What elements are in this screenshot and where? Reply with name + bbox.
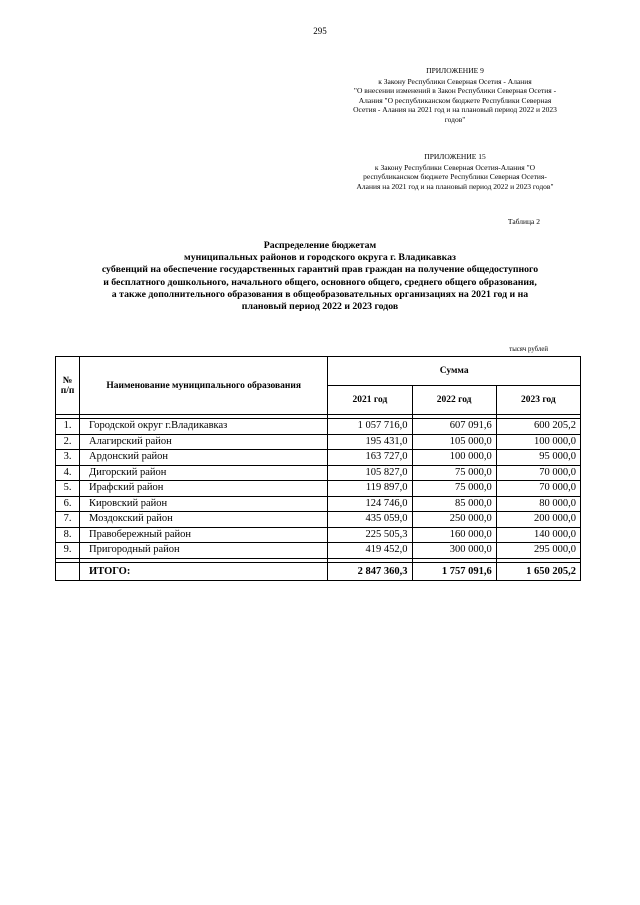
appendix-9-heading: ПРИЛОЖЕНИЕ 9 (426, 66, 484, 75)
row-number: 8. (56, 527, 80, 543)
total-2023: 1 650 205,2 (496, 562, 580, 580)
municipality-name: Пригородный район (80, 543, 328, 559)
value-2022: 300 000,0 (412, 543, 496, 559)
value-2023: 70 000,0 (496, 465, 580, 481)
value-2021: 119 897,0 (328, 481, 412, 497)
municipality-name: Ардонский район (80, 450, 328, 466)
value-2021: 419 452,0 (328, 543, 412, 559)
table-label: Таблица 2 (507, 217, 540, 226)
value-2023: 295 000,0 (496, 543, 580, 559)
title-line: а также дополнительного образования в общеобразовательных организациях на 2021 год и на (111, 288, 529, 300)
value-2021: 1 057 716,0 (328, 419, 412, 435)
row-number: 6. (56, 496, 80, 512)
value-2023: 95 000,0 (496, 450, 580, 466)
table-row (56, 496, 581, 512)
row-number: 9. (56, 543, 80, 559)
municipality-name: Правобережный район (80, 527, 328, 543)
col-header-sum: Сумма (328, 357, 581, 386)
value-2021: 435 059,0 (328, 512, 412, 528)
appendix-9-line: "О внесении изменений в Закон Республики Северная Осетия - (353, 86, 557, 96)
table-row (56, 450, 581, 466)
title-line: субвенций на обеспечение государственных гарантий прав граждан на получение общедоступного (101, 264, 539, 276)
municipality-name: Дигорский район (80, 465, 328, 481)
municipality-name: Моздокский район (80, 512, 328, 528)
document-title (60, 240, 580, 313)
appendix-9-block (320, 66, 590, 125)
table-row (56, 465, 581, 481)
value-2021: 225 505,3 (328, 527, 412, 543)
value-2022: 100 000,0 (412, 450, 496, 466)
table-row (56, 543, 581, 559)
col-header-name: Наименование муниципального образования (80, 357, 328, 415)
page-number: 295 (313, 26, 327, 36)
appendix-15-line: Алания на 2021 год и на плановый период 2022 и 2023 годов" (356, 181, 554, 191)
title-line: плановый период 2022 и 2023 годов (241, 301, 399, 313)
total-label: ИТОГО: (80, 562, 328, 580)
appendix-15-block (320, 152, 590, 191)
units-label: тысяч рублей (509, 346, 548, 353)
col-header-year: 2022 год (412, 386, 496, 415)
title-line: Распределение бюджетам (263, 240, 377, 251)
value-2023: 80 000,0 (496, 496, 580, 512)
table-row (56, 434, 581, 450)
appendix-9-line: к Закону Республики Северная Осетия - Алания (378, 76, 532, 86)
municipality-name: Кировский район (80, 496, 328, 512)
value-2023: 140 000,0 (496, 527, 580, 543)
value-2022: 75 000,0 (412, 481, 496, 497)
row-number: 1. (56, 419, 80, 435)
table-row (56, 512, 581, 528)
row-number: 2. (56, 434, 80, 450)
appendix-9-line: Осетия - Алания на 2021 год и на плановый период 2022 и 2023 (353, 105, 557, 115)
appendix-9-line: годов" (444, 114, 466, 124)
title-line: муниципальных районов и городского округа г. Владикавказ (184, 252, 456, 264)
row-number: 7. (56, 512, 80, 528)
value-2021: 195 431,0 (328, 434, 412, 450)
municipality-name: Городской округ г.Владикавказ (80, 419, 328, 435)
value-2022: 85 000,0 (412, 496, 496, 512)
value-2023: 100 000,0 (496, 434, 580, 450)
table-row (56, 481, 581, 497)
value-2022: 607 091,6 (412, 419, 496, 435)
value-2022: 105 000,0 (412, 434, 496, 450)
total-number-cell (56, 562, 80, 580)
value-2023: 600 205,2 (496, 419, 580, 435)
distribution-table (55, 356, 581, 581)
value-2021: 124 746,0 (328, 496, 412, 512)
total-2022: 1 757 091,6 (412, 562, 496, 580)
col-header-year: 2023 год (496, 386, 580, 415)
row-number: 3. (56, 450, 80, 466)
value-2021: 105 827,0 (328, 465, 412, 481)
value-2023: 70 000,0 (496, 481, 580, 497)
value-2022: 75 000,0 (412, 465, 496, 481)
col-header-number: № п/п (56, 357, 80, 415)
appendix-9-line: Алания "О республиканском бюджете Республики Северная (358, 95, 552, 105)
appendix-15-line: к Закону Республики Северная Осетия-Алания "О (374, 162, 536, 172)
col-header-year: 2021 год (328, 386, 412, 415)
municipality-name: Алагирский район (80, 434, 328, 450)
table-row (56, 419, 581, 435)
appendix-15-line: республиканском бюджете Республики Северная Осетия- (363, 172, 547, 182)
value-2022: 160 000,0 (412, 527, 496, 543)
title-line: и бесплатного дошкольного, начального общего, основного общего, среднего общего образования, (103, 276, 537, 288)
table-row (56, 527, 581, 543)
value-2023: 200 000,0 (496, 512, 580, 528)
row-number: 5. (56, 481, 80, 497)
total-2021: 2 847 360,3 (328, 562, 412, 580)
row-number: 4. (56, 465, 80, 481)
value-2022: 250 000,0 (412, 512, 496, 528)
municipality-name: Ирафский район (80, 481, 328, 497)
total-row (56, 562, 581, 580)
appendix-15-heading: ПРИЛОЖЕНИЕ 15 (424, 152, 486, 161)
value-2021: 163 727,0 (328, 450, 412, 466)
